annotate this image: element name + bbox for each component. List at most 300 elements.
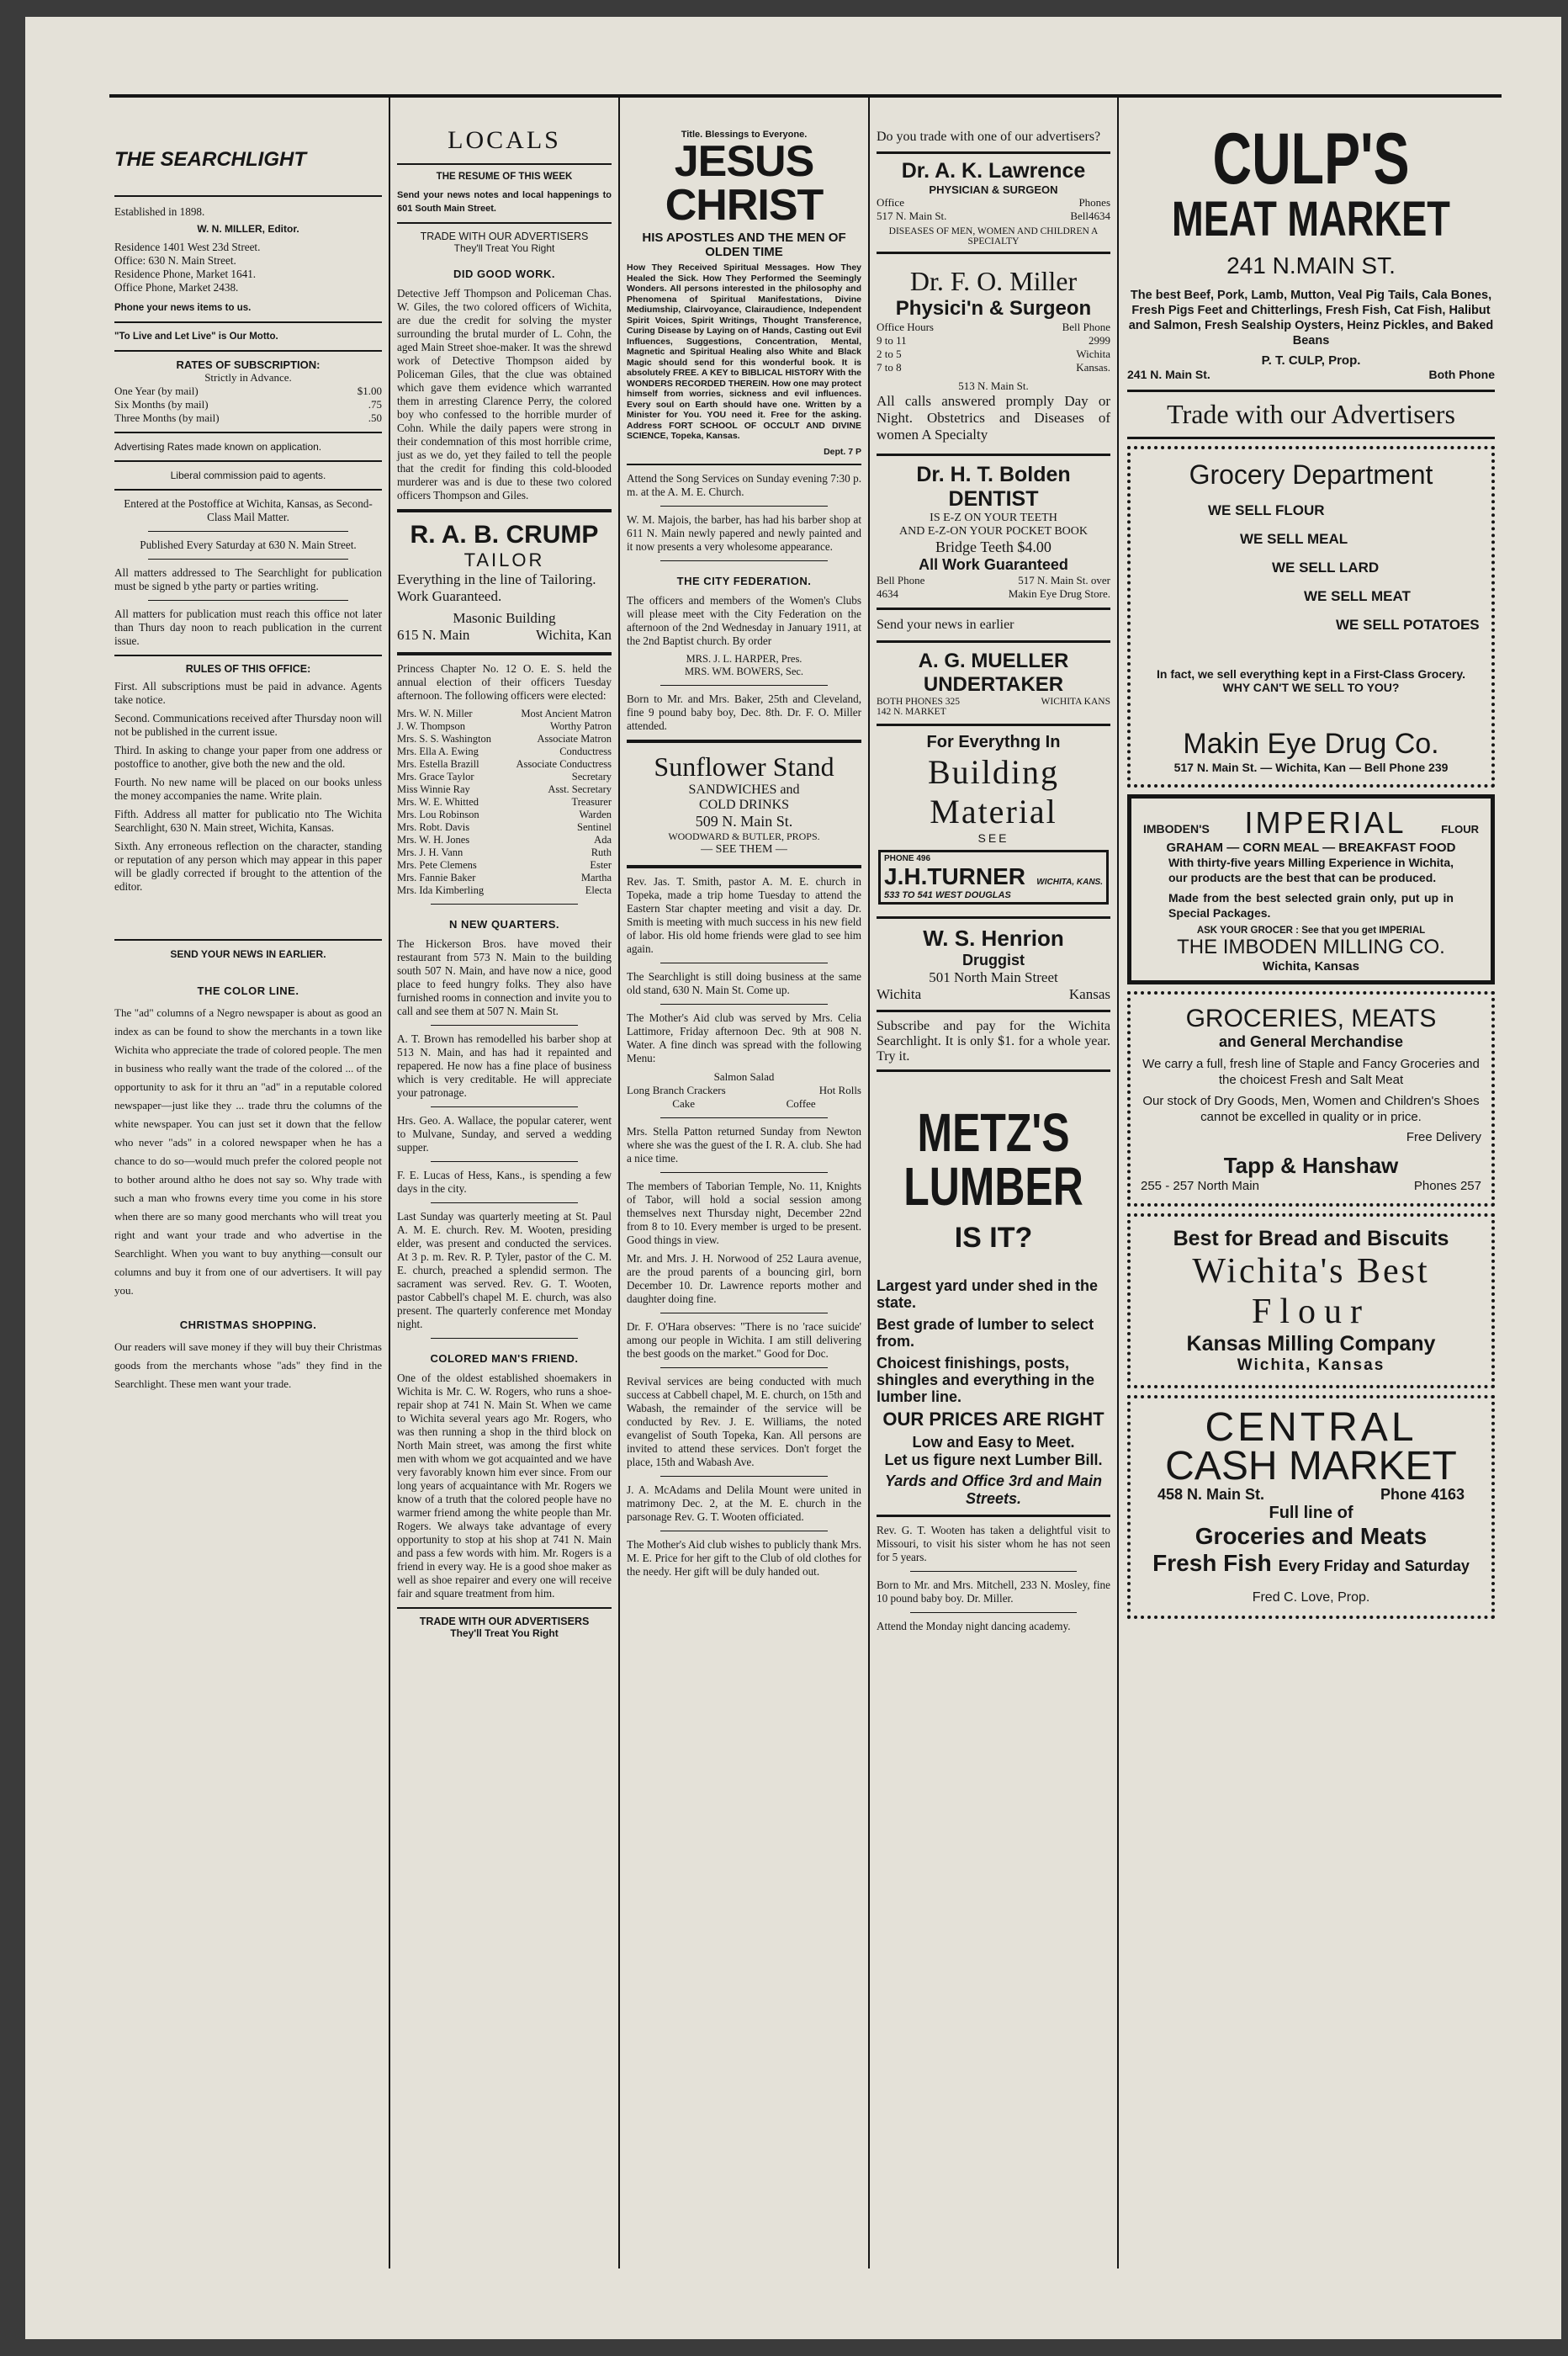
lawrence-address: 517 N. Main St. xyxy=(877,210,947,222)
divider xyxy=(431,1338,578,1339)
column-rule xyxy=(868,98,870,2268)
officer-name: Mrs. Ella A. Ewing xyxy=(397,746,479,757)
divider xyxy=(148,531,348,532)
divider xyxy=(660,560,828,561)
bolden-row xyxy=(877,574,1110,587)
officer-row xyxy=(397,884,612,897)
officer-title: Ruth xyxy=(591,846,612,858)
officer-name: Mrs. S. S. Washington xyxy=(397,733,491,745)
imperial-line: With thirty-five years Milling Experience in Wichita, our products are the best that can be produced. xyxy=(1168,856,1454,884)
sunflower-ad xyxy=(627,740,861,868)
central-fish-row xyxy=(1141,1550,1481,1577)
miller-hours: Office Hours xyxy=(877,321,934,333)
column-1 xyxy=(109,98,387,2268)
central-cash-ad xyxy=(1127,1395,1495,1619)
crump-building: Masonic Building xyxy=(453,610,556,626)
turner-logo xyxy=(878,850,1109,905)
miller-name: Dr. F. O. Miller xyxy=(909,266,1078,296)
divider xyxy=(431,904,578,905)
office-phone: Office Phone, Market 2438. xyxy=(114,281,239,294)
divider xyxy=(431,1161,578,1162)
bolden-row xyxy=(877,587,1110,601)
central-groceries: Groceries and Meats xyxy=(1195,1523,1428,1549)
editor: W. N. MILLER, Editor. xyxy=(197,223,299,235)
central-line: CENTRAL xyxy=(1205,1405,1417,1450)
officer-name: Mrs. Fannie Baker xyxy=(397,872,476,884)
culp-row xyxy=(1127,368,1495,381)
bolden-line: All Work Guaranteed xyxy=(919,556,1068,573)
federation-sign: MRS. J. L. HARPER, Pres. xyxy=(686,652,803,665)
divider xyxy=(431,1025,578,1026)
officer-name: Mrs. Ida Kimberling xyxy=(397,884,485,896)
tapp-row xyxy=(1141,1179,1481,1193)
metz-line: Choicest finishings, posts, shingles and everything in the lumber line. xyxy=(877,1355,1095,1405)
rate-label: Three Months (by mail) xyxy=(114,411,220,424)
majois-item: W. M. Majois, the barber, has had his barber shop at 611 N. Main newly papered and newly painted and it now presents a very wholesome appearance. xyxy=(627,512,861,553)
grocery-title: Grocery Department xyxy=(1189,459,1433,490)
jesus-title: JESUS CHRIST xyxy=(665,137,824,230)
lawrence-office: Office xyxy=(877,196,904,209)
lawrence-bell: Bell4634 xyxy=(1070,210,1110,222)
divider xyxy=(660,1367,828,1368)
metz-name: METZ'S xyxy=(917,1102,1070,1163)
menu-item: Coffee xyxy=(786,1096,816,1110)
divider xyxy=(660,506,828,507)
miller-state: Kansas. xyxy=(1076,361,1110,374)
jesus-body: How They Received Spiritual Messages. How They Healed the Sick. How They Performed the Seemingly Wonders. All persons interested in the philosophy and Phenomena of Spiritual Manifestations, Divine Mediumship, Clairvoyance, Clairaudience, Independent Spirit Voices, Spirit Writings, Thought Transference, Curing Disease by Laying on of Hands, Casting out Evil Influences, Suggestions, Concentration, Mental, Magnetic and Spiritual Healing also White and Black Magic should send for this wonderful book. It is absolutely FREE. A KEY to BIBLICAL HISTORY With the WONDERS RECORDED THEREIN. How one may protect himself from worries, sickness and evil influences. Every soul on Earth should have one. Written by a Minister for You. YOU need it. Free for the asking. Address FORT SCHOOL OF OCCULT AND DIVINE SCIENCE, Topeka, Kansas. xyxy=(627,263,861,441)
lawrence-phones: Phones xyxy=(1078,196,1110,209)
federation-sign: MRS. WM. BOWERS, Sec. xyxy=(684,665,804,677)
metz-isit: IS IT? xyxy=(954,1222,1033,1254)
divider xyxy=(114,321,382,323)
subscribe-note: Subscribe and pay for the Wichita Searchlight. It is only $1. for a whole year. Try it. xyxy=(877,1019,1110,1064)
turner-logo-row xyxy=(884,863,1103,890)
residence-phone: Residence Phone, Market 1641. xyxy=(114,268,257,280)
mueller-title: UNDERTAKER xyxy=(923,673,1064,696)
officer-title: Warden xyxy=(579,809,612,820)
metz-line: Let us figure next Lumber Bill. xyxy=(884,1451,1103,1468)
crump-city: Wichita, Kan xyxy=(536,627,612,643)
sunflower-address: 509 N. Main St. xyxy=(695,812,793,830)
smith-item: Rev. Jas. T. Smith, pastor A. M. E. church in Topeka, made a trip home Tuesday to attend the Eastern Star chapter meeting and visit a day. Dr. Smith is meeting with much success in his new field of labor. His old home friends were glad to see him again. xyxy=(627,874,861,955)
metz-line: Low and Easy to Meet. xyxy=(912,1434,1075,1451)
divider xyxy=(114,939,382,941)
officer-name: Mrs. Robt. Davis xyxy=(397,821,470,833)
rate-label: Six Months (by mail) xyxy=(114,398,209,411)
bolden-ad xyxy=(877,463,1110,610)
matters-notice: All matters addressed to The Searchlight for publication must be signed b ythe party or parties writing. xyxy=(114,566,382,592)
kansas-line: Flour xyxy=(1251,1292,1370,1331)
rule-item: Fifth. Address all matter for publicatio nto The Wichita Searchlight, 630 N. Main street, Wichita, Kansas. xyxy=(114,808,382,834)
officer-row xyxy=(397,821,612,834)
officer-title: Ester xyxy=(590,859,612,871)
crump-name: R. A. B. CRUMP xyxy=(410,521,599,549)
lawrence-title: PHYSICIAN & SURGEON xyxy=(929,183,1058,196)
lucas-item: F. E. Lucas of Hess, Kans., is spending a few days in the city. xyxy=(397,1169,612,1195)
officer-title: Secretary xyxy=(571,771,612,783)
central-row xyxy=(1141,1486,1481,1504)
officer-title: Martha xyxy=(580,872,612,884)
send-notes: Send your news notes and local happenings to 601 South Main Street. xyxy=(397,190,612,214)
officer-title: Ada xyxy=(594,834,612,846)
searchlight-item: The Searchlight is still doing business at the same old stand, 630 N. Main St. Come up. xyxy=(627,969,861,996)
henrion-row xyxy=(877,986,1110,1003)
imperial-line: Made from the best selected grain only, put up in Special Packages. xyxy=(1168,891,1454,920)
miller-ad xyxy=(877,261,1110,456)
masthead-rule xyxy=(114,195,382,197)
henrion-name: W. S. Henrion xyxy=(923,926,1064,951)
divider xyxy=(660,1172,828,1173)
masthead-title: THE SEARCHLIGHT xyxy=(114,148,306,171)
menu-item: Long Branch Crackers xyxy=(627,1083,726,1096)
central-prop: Fred C. Love, Prop. xyxy=(1252,1590,1370,1605)
column-4 xyxy=(871,98,1115,2268)
culp-address: 241 N.MAIN ST. xyxy=(1226,252,1396,279)
wooten-item: Rev. G. T. Wooten has taken a delightful visit to Missouri, to visit his sister whom he has not seen for 5 years. xyxy=(877,1524,1110,1563)
miller-row xyxy=(877,361,1110,374)
rate-row xyxy=(114,411,382,425)
divider xyxy=(660,685,828,686)
crump-ad xyxy=(397,509,612,655)
officer-name: Miss Winnie Ray xyxy=(397,783,470,795)
culp-title: MEAT MARKET xyxy=(1172,192,1450,247)
imperial-flour: FLOUR xyxy=(1441,823,1479,836)
color-line-title: THE COLOR LINE. xyxy=(197,984,299,997)
central-line: CASH MARKET xyxy=(1165,1444,1457,1488)
officer-name: Mrs. Pete Clemens xyxy=(397,859,477,871)
entered-notice: Entered at the Postoffice at Wichita, Kansas, as Second-Class Mail Matter. xyxy=(124,497,373,523)
treat-right: They'll Treat You Right xyxy=(453,242,555,254)
menu-item: Salmon Salad xyxy=(713,1069,775,1083)
central-address: 458 N. Main St. xyxy=(1157,1486,1265,1503)
send-news: Send your news in earlier xyxy=(877,618,1014,632)
imperial-products: GRAHAM — CORN MEAL — BREAKFAST FOOD xyxy=(1166,841,1456,855)
divider xyxy=(660,1476,828,1477)
turner-phone: PHONE 496 xyxy=(884,854,931,863)
bolden-address: 517 N. Main St. over xyxy=(1018,574,1110,586)
rule-item: Fourth. No new name will be placed on our books unless the money accompanies the name. Write plain. xyxy=(114,776,382,802)
sunflower-line: SANDWICHES and xyxy=(688,782,800,797)
sunflower-line: COLD DRINKS xyxy=(698,797,790,812)
grocery-item: WE SELL FLOUR xyxy=(1208,502,1325,518)
phone-news: Phone your news items to us. xyxy=(114,303,252,313)
mothers-item: The Mother's Aid club was served by Mrs. Celia Lattimore, Friday afternoon Dec. 9th at 908 N. Water. A fine dinch was spread with the following Menu: xyxy=(627,1011,861,1064)
divider xyxy=(431,1106,578,1107)
henrion-address: 501 North Main Street xyxy=(929,969,1058,985)
good-work-text: Detective Jeff Thompson and Policeman Chas. W. Giles, the two colored officers of Wichita, are due the credit for solving the myster surrounding the brutal murder of L. Cohn, the aged Main Street shoe-maker. It was the shrewd work of Detective Thompson aided by Policeman Giles, that the clue was obtained which gave them evidence which warranted them in arresting Clarence Perry, the colored boy who confessed to the horrible murder of Cohn. While the daily papers were strong in their condemnation of this most horrible crime, just as we do, yet they failed to tell the people that the credit for finding this cold-blooded murderer was and is due to these two colored officers Thompson and Giles. xyxy=(397,287,612,501)
henrion-ad xyxy=(877,919,1110,1012)
kansas-city: Wichita, Kansas xyxy=(1237,1356,1385,1374)
henrion-city: Wichita xyxy=(877,986,922,1002)
officer-title: Treasurer xyxy=(571,796,612,808)
officer-title: Most Ancient Matron xyxy=(521,708,612,719)
friend-text: One of the oldest established shoemakers in Wichita is Mr. C. W. Rogers, who runs a shoe-repair shop at 741 N. Main St. When we came to Wichita several years ago Mr. Rogers, who was then running a shop in the third block on North Main street, was among the first white men with whom we got acquainted and we have very favorably known him ever since. From our long years of acquaintance with Mr. Rogers we know of a truth that the colored people have no warmer friend among the white people than Mr. Rogers. We always take advantage of every opportunity to stop at his shop at 741 N. Main and pass a few words with him. Mr. Rogers is a friend in every way. He is a good shoe maker as well as shoe repairer and every one will receive fair and square treatment from him. xyxy=(397,1372,612,1600)
divider xyxy=(114,432,382,433)
column-5 xyxy=(1120,98,1502,2268)
wallace-item: Hrs. Geo. A. Wallace, the popular caterer, went to Mulvane, Sunday, and served a wedding supper. xyxy=(397,1114,612,1154)
rule-item: Sixth. Any erroneous reflection on the character, standing or reputation of any person which may appear in this paper will be gladly corrected if brought to the attention of the editor. xyxy=(114,840,382,893)
newspaper-page xyxy=(25,17,1561,2339)
matters-notice: All matters for publication must reach this office not later than Thurs day noon to reach publication in the current issue. xyxy=(114,608,382,647)
new-quarters-text: The Hickerson Bros. have moved their restaurant from 573 N. Main to the building south 507 N. Main, and have now a nice, good place to feed hungry folks. They also have furnished rooms in connection and invite you to call and see them at 507 N. Main St. xyxy=(397,937,612,1017)
miller-hour: 2 to 5 xyxy=(877,348,902,360)
miller-row xyxy=(877,334,1110,348)
grocery-item: WE SELL POTATOES xyxy=(1336,617,1480,633)
attend-item: Attend the Song Services on Sunday evening 7:30 p. m. at the A. M. E. Church. xyxy=(627,471,861,498)
column-3 xyxy=(622,98,866,2268)
menu-row xyxy=(627,1097,861,1111)
turner-city: WICHITA, KANS. xyxy=(1036,878,1103,887)
miller-address: 513 N. Main St. xyxy=(958,379,1029,392)
mcadams-item: J. A. McAdams and Delila Mount were united in matrimony Dec. 2, at the M. E. church in the parsonage Rev. G. T. Wooten officiated. xyxy=(627,1483,861,1523)
officer-row xyxy=(397,733,612,746)
rule-item: First. All subscriptions must be paid in advance. Agents take notice. xyxy=(114,680,382,706)
imperial-ask: ASK YOUR GROCER : See that you get IMPERIAL xyxy=(1196,926,1426,936)
officer-row xyxy=(397,720,612,733)
grocery-item: WE SELL MEAL xyxy=(1240,531,1348,547)
metz-line: Best grade of lumber to select from. xyxy=(877,1316,1094,1350)
divider xyxy=(114,655,382,656)
divider xyxy=(114,489,382,491)
column-rule xyxy=(1117,98,1119,2268)
bolden-line: Bridge Teeth $4.00 xyxy=(935,539,1052,555)
tapp-address: 255 - 257 North Main xyxy=(1141,1179,1259,1193)
metz-line: Largest yard under shed in the state. xyxy=(877,1277,1099,1311)
officer-row xyxy=(397,846,612,859)
officer-name: J. W. Thompson xyxy=(397,720,466,732)
miller-title: Physici'n & Surgeon xyxy=(895,297,1092,320)
grocery-fact: In fact, we sell everything kept in a First-Class Grocery. xyxy=(1157,667,1465,681)
rate-price: $1.00 xyxy=(357,385,382,397)
culp-name: CULP'S xyxy=(1212,119,1410,199)
turner-ad xyxy=(877,726,1110,919)
crump-line: Everything in the line of Tailoring. Work Guaranteed. xyxy=(397,571,596,604)
treat-right: They'll Treat You Right xyxy=(450,1627,559,1639)
divider xyxy=(114,460,382,462)
tapp-phones: Phones 257 xyxy=(1413,1179,1481,1193)
divider xyxy=(397,163,612,165)
miller-city: Wichita xyxy=(1076,348,1110,360)
column-rule xyxy=(389,98,390,2268)
mueller-phones: BOTH PHONES 325 xyxy=(877,697,961,707)
turner-address: 533 TO 541 WEST DOUGLAS xyxy=(884,890,1011,900)
trade-with-advertisers: Trade with our Advertisers xyxy=(1167,399,1455,429)
officer-row xyxy=(397,796,612,809)
imperial-brand: IMPERIAL xyxy=(1244,805,1406,840)
subscription-subtitle: Strictly in Advance. xyxy=(204,371,292,384)
henrion-title: Druggist xyxy=(962,952,1025,968)
bolden-line: IS E-Z ON YOUR TEETH xyxy=(930,512,1057,524)
lawrence-row xyxy=(877,210,1110,223)
christmas-text: Our readers will save money if they will buy their Christmas goods from the merchants whose "ads" they find in the Searchlight. These men want your trade. xyxy=(114,1340,382,1390)
divider xyxy=(397,1607,612,1609)
mueller-ad xyxy=(877,640,1110,726)
ohara-item: Dr. F. O'Hara observes: "There is no 'race suicide' among our people in Wichita. I am still delivering the best goods on the market." Good for Doc. xyxy=(627,1319,861,1360)
bolden-name: Dr. H. T. Bolden xyxy=(916,463,1071,486)
central-phone: Phone 4163 xyxy=(1380,1486,1465,1503)
officer-title: Associate Matron xyxy=(537,733,612,745)
new-quarters-title: N NEW QUARTERS. xyxy=(449,918,559,931)
miller-row xyxy=(877,321,1110,334)
officer-row xyxy=(397,771,612,783)
officer-row xyxy=(397,859,612,872)
color-line-text: The "ad" columns of a Negro newspaper is about as good an index as can be found to show the merchants in a town like Wichita who appreciate the trade of colored people. The men in business who really want the trade of the colored ... of the opportunity to ask for it thru an "ad" in a reputable colored newspaper—just like they ... trade thru the columns of the white newspaper. You can just set it down that the fellow who never "ads" in a colored newspaper when he has a chance to do so—would much prefer the colored people not to bother around altho he does not say so. Why trade with such a man who frowns every time you come in his store when there are so many good merchants who will treat you right and want your trade and who advertise in the Searchlight. When you want to buy anything—consult our columns and buy it from one of our advertisers. It will pay you. xyxy=(114,1006,382,1297)
lawrence-specialty: DISEASES OF MEN, WOMEN AND CHILDREN A SPECIALTY xyxy=(888,226,1099,247)
published-notice: Published Every Saturday at 630 N. Main Street. xyxy=(140,539,357,551)
grocery-item: WE SELL MEAT xyxy=(1304,588,1411,604)
bolden-number: 4634 xyxy=(877,587,898,600)
rate-label: One Year (by mail) xyxy=(114,385,199,397)
officer-title: Conductress xyxy=(559,746,612,757)
subscription-title: RATES OF SUBSCRIPTION: xyxy=(176,358,320,371)
officer-row xyxy=(397,783,612,796)
divider xyxy=(1127,437,1495,439)
federation-text: The officers and members of the Women's Clubs will please meet with the City Federation on the afternoon of the 2nd Wednesday in January 1911, at the 2nd Baptist church. By order xyxy=(627,593,861,647)
turner-name: J.H.TURNER xyxy=(884,863,1026,889)
mueller-address: 142 N. MARKET xyxy=(877,707,946,717)
divider xyxy=(1127,390,1495,392)
tapp-line: We carry a full, fresh line of Staple and Fancy Groceries and the choicest Fresh and Salt Meat xyxy=(1142,1057,1480,1087)
sunflower-props: WOODWARD & BUTLER, PROPS. xyxy=(668,830,820,842)
rule-item: Second. Communications received after Thursday noon will not be published in the current issue. xyxy=(114,712,382,738)
oes-intro: Princess Chapter No. 12 O. E. S. held the annual election of their officers Tuesday afternoon. The following officers were elected: xyxy=(397,662,612,702)
officer-row xyxy=(397,758,612,771)
rate-row xyxy=(114,385,382,398)
officer-name: Mrs. Grace Taylor xyxy=(397,771,474,783)
divider xyxy=(910,1612,1077,1613)
divider xyxy=(660,1004,828,1005)
column-rule xyxy=(618,98,620,2268)
tapp-delivery: Free Delivery xyxy=(1406,1130,1481,1144)
culp-address: 241 N. Main St. xyxy=(1127,368,1210,381)
officer-title: Associate Conductress xyxy=(516,758,612,770)
metz-line: OUR PRICES ARE RIGHT xyxy=(882,1409,1104,1430)
mitchell-item: Born to Mr. and Mrs. Mitchell, 233 N. Mosley, fine 10 pound baby boy. Dr. Miller. xyxy=(877,1579,1110,1605)
divider xyxy=(114,350,382,352)
patton-item: Mrs. Stella Patton returned Sunday from Newton where she was the guest of the I. R. A. club. She had a nice time. xyxy=(627,1124,861,1165)
metz-lumber: LUMBER xyxy=(903,1156,1083,1217)
friend-title: COLORED MAN'S FRIEND. xyxy=(430,1352,579,1365)
rate-row xyxy=(114,398,382,411)
officer-title: Asst. Secretary xyxy=(548,783,612,795)
central-every: Every Friday and Saturday xyxy=(1278,1557,1470,1574)
imperial-row xyxy=(1143,805,1479,841)
officer-row xyxy=(397,834,612,846)
divider xyxy=(148,600,348,601)
jesus-sub: HIS APOSTLES AND THE MEN OF OLDEN TIME xyxy=(642,231,846,259)
divider xyxy=(431,1202,578,1203)
kansas-milling-ad xyxy=(1127,1213,1495,1388)
baker-item: Born to Mr. and Mrs. Baker, 25th and Cleveland, fine 9 pound baby boy, Dec. 8th. Dr. F. O. Miller attended. xyxy=(627,692,861,732)
commission: Liberal commission paid to agents. xyxy=(170,470,326,481)
menu-row xyxy=(627,1084,861,1097)
turner-line: Building xyxy=(927,753,1060,791)
metz-ad xyxy=(877,1069,1110,1517)
federation-title: THE CITY FEDERATION. xyxy=(676,574,812,587)
jesus-dept: Dept. 7 P xyxy=(824,446,861,457)
turner-line: For Everythng In xyxy=(926,733,1061,751)
mothers2-item: The Mother's Aid club wishes to publicly thank Mrs. M. E. Price for her gift to the Club of old clothes for the needy. Her gift will be duly handed out. xyxy=(627,1537,861,1578)
rules-title: RULES OF THIS OFFICE: xyxy=(185,663,311,675)
rule-item: Third. In asking to change your paper from one address or postoffice to another, give both the new and the old. xyxy=(114,744,382,770)
miller-number: 2999 xyxy=(1089,334,1110,347)
miller-bell: Bell Phone xyxy=(1062,321,1110,333)
crump-address: 615 N. Main xyxy=(397,627,470,643)
divider xyxy=(910,1571,1077,1572)
trade-with-advertisers: TRADE WITH OUR ADVERTISERS xyxy=(419,1616,590,1627)
henrion-state: Kansas xyxy=(1068,986,1110,1002)
culp-text: The best Beef, Pork, Lamb, Mutton, Veal Pig Tails, Cala Bones, Fresh Pigs Feet and Chitterlings, Fresh Fish, Cat Fish, Halibut and Salmon, Fresh Sealship Oysters, Heinz Pickles, and Baked Beans xyxy=(1128,289,1494,348)
miller-hour: 9 to 11 xyxy=(877,334,907,347)
taborian-item: The members of Taborian Temple, No. 11, Knights of Tabor, will hold a social session among themselves next Thursday night, December 22nd from 8 to 10. Every member is urged to be present. Good things in view. xyxy=(627,1179,861,1246)
officer-name: Mrs. W. H. Jones xyxy=(397,834,470,846)
imboden-city: Wichita, Kansas xyxy=(1263,959,1359,974)
officer-name: Mrs. J. H. Vann xyxy=(397,846,464,858)
bolden-phone: Bell Phone xyxy=(877,574,925,586)
metz-line: Yards and Office 3rd and Main Streets. xyxy=(884,1472,1103,1507)
rate-price: .50 xyxy=(368,411,382,424)
quarterly-item: Last Sunday was quarterly meeting at St. Paul A. M. E. church. Rev. M. Wooten, presiding elder, was present and conducted the services. At 3 p. m. Rev. R. P. Tyler, pastor of the C. M. E. church, preached a splendid sermon. The sacrament was served. Rev. G. T. Wooten, pastor Cabbell's chapel M. E. church, was also present. The quarterly conference met Monday night. xyxy=(397,1210,612,1330)
officer-row xyxy=(397,746,612,758)
imperial-ad xyxy=(1127,794,1495,984)
kansas-line: Wichita's Best xyxy=(1192,1252,1430,1291)
tapp-ad xyxy=(1127,991,1495,1207)
dancing-item: Attend the Monday night dancing academy. xyxy=(877,1620,1071,1632)
lawrence-name: Dr. A. K. Lawrence xyxy=(901,159,1086,183)
grocery-items xyxy=(1141,502,1481,634)
officer-title: Electa xyxy=(585,884,612,896)
imboden-pre: IMBODEN'S xyxy=(1143,822,1210,836)
culp-prop: P. T. CULP, Prop. xyxy=(1261,353,1361,368)
mueller-name: A. G. MUELLER xyxy=(918,650,1069,672)
imboden-company: THE IMBODEN MILLING CO. xyxy=(1177,936,1445,958)
officer-name: Mrs. W. E. Whitted xyxy=(397,796,479,808)
bolden-title: DENTIST xyxy=(948,487,1039,511)
send-news: SEND YOUR NEWS IN EARLIER. xyxy=(170,948,326,960)
officer-row xyxy=(397,872,612,884)
crump-address-row xyxy=(397,627,612,644)
lawrence-row xyxy=(877,196,1110,210)
kansas-line: Best for Bread and Biscuits xyxy=(1173,1227,1449,1250)
grocery-why: WHY CAN'T WE SELL TO YOU? xyxy=(1222,681,1400,694)
miller-hour: 7 to 8 xyxy=(877,361,902,374)
culp-phone: Both Phone xyxy=(1428,368,1495,381)
rate-price: .75 xyxy=(368,398,382,411)
good-work-title: DID GOOD WORK. xyxy=(453,268,556,280)
officer-name: Mrs. Estella Brazill xyxy=(397,758,479,770)
bolden-store: Makin Eye Drug Store. xyxy=(1008,587,1110,600)
tapp-sub: and General Merchandise xyxy=(1218,1033,1404,1050)
kansas-company: Kansas Milling Company xyxy=(1186,1332,1436,1356)
jesus-kicker: Title. Blessings to Everyone. xyxy=(681,130,808,140)
turner-see: SEE xyxy=(977,831,1009,845)
officer-row xyxy=(397,809,612,821)
christmas-title: CHRISTMAS SHOPPING. xyxy=(179,1319,317,1331)
divider xyxy=(397,222,612,224)
sunflower-see: — SEE THEM — xyxy=(701,842,787,856)
norwood-item: Mr. and Mrs. J. H. Norwood of 252 Laura avenue, are the proud parents of a bouncing girl, born December 10. Dr. Lawrence reports mother and daughter doing fine. xyxy=(627,1251,861,1305)
divider xyxy=(660,1117,828,1118)
turner-line: Material xyxy=(930,793,1057,830)
sunflower-name: Sunflower Stand xyxy=(654,751,834,782)
miller-row xyxy=(877,348,1110,361)
mueller-city: WICHITA KANS xyxy=(1041,697,1110,707)
divider xyxy=(627,464,861,465)
central-fish: Fresh Fish xyxy=(1152,1550,1272,1576)
tapp-line: Our stock of Dry Goods, Men, Women and Children's Shoes cannot be excelled in quality or in price. xyxy=(1142,1094,1480,1124)
advertising-rates: Advertising Rates made known on application. xyxy=(114,441,322,453)
resume-heading: THE RESUME OF THIS WEEK xyxy=(436,172,573,182)
